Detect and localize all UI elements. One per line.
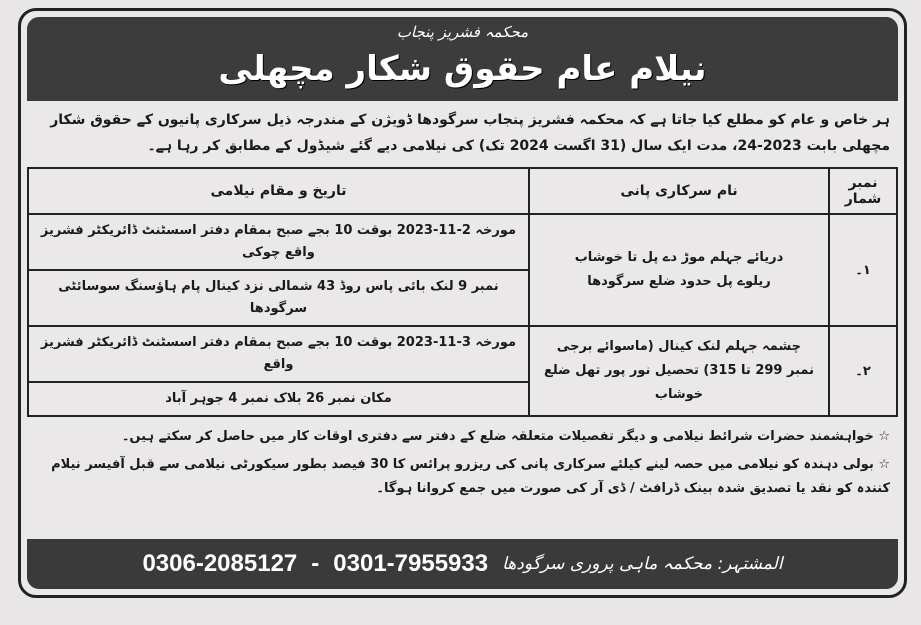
header-serial: نمبر شمار <box>829 168 897 214</box>
venue-line: مورخہ 2-11-2023 بوقت 10 بجے صبح بمقام دفتر اسسٹنٹ ڈائریکٹر فشریز واقع چوکی <box>29 215 528 271</box>
name-line: چشمہ جہلم لنک کینال (ماسوائے برجی <box>556 339 802 354</box>
notes <box>27 417 898 539</box>
serial-cell: ۲۔ <box>829 326 897 416</box>
table-row <box>28 214 897 326</box>
footer-band <box>27 539 898 589</box>
venue-cell <box>28 214 529 326</box>
serial-cell: ۱۔ <box>829 214 897 326</box>
auction-table <box>27 167 898 417</box>
table-row <box>28 326 897 416</box>
name-line: ریلوے پل حدود ضلع سرگودھا <box>587 274 771 289</box>
venue-cell <box>28 326 529 416</box>
header-band <box>27 17 898 101</box>
phone-number: 0306-2085127 <box>142 550 298 577</box>
name-line: نمبر 299 تا 315) تحصیل نور پور تھل ضلع خوشاب <box>543 363 815 402</box>
advertiser: المشتہر: محکمہ ماہی پروری سرگودھا <box>502 554 783 574</box>
venue-line: مکان نمبر 26 بلاک نمبر 4 جوہر آباد <box>165 391 392 406</box>
intro-text: ہر خاص و عام کو مطلع کیا جاتا ہے کہ محکمہ فشریز پنجاب سرگودھا ڈویژن کے مندرجہ ذیل سرکاری پانیوں کے حقوق شکار مچھلی بابت 2023-24، مدت ایک سال (31 اگست 2024 تک) کی نیلامی دیے گئے شیڈول کے مطابق کر رہا ہے۔ <box>50 112 890 154</box>
note-item: ☆ بولی دہندہ کو نیلامی میں حصہ لینے کیلئے سرکاری پانی کی ریزرو پرائس کا 30 فیصد بطور سیکورٹی نیلامی سے قبل آفیسر نیلام کنندہ کو نقد یا تصدیق شدہ بینک ڈرافٹ / ڈی آر کی صورت میں جمع کروانا ہوگا۔ <box>51 457 890 496</box>
header-venue: تاریخ و مقام نیلامی <box>28 168 529 214</box>
separator: - <box>311 550 320 577</box>
venue-line: نمبر 9 لنک بائی پاس روڈ 43 شمالی نزد کینال پام ہاؤسنگ سوسائٹی سرگودھا <box>58 279 499 316</box>
department-name: محکمہ فشریز پنجاب <box>396 23 529 41</box>
water-name-cell <box>529 326 829 416</box>
ad-title: نیلام عام حقوق شکار مچھلی <box>218 49 707 89</box>
table-header <box>28 168 897 214</box>
water-name-cell <box>529 214 829 326</box>
advertisement <box>18 8 907 598</box>
note-item: ☆ خواہشمند حضرات شرائط نیلامی و دیگر تفصیلات متعلقہ ضلع کے دفتر سے دفتری اوقات کار میں حاصل کر سکتے ہیں۔ <box>121 429 890 444</box>
venue-line: مورخہ 3-11-2023 بوقت 10 بجے صبح بمقام دفتر اسسٹنٹ ڈائریکٹر فشریز واقع <box>29 327 528 383</box>
name-line: دریائے جہلم موڑ دے پل تا خوشاب <box>574 250 784 265</box>
header-name: نام سرکاری پانی <box>529 168 829 214</box>
phone-number: 0301-7955933 <box>333 550 489 577</box>
